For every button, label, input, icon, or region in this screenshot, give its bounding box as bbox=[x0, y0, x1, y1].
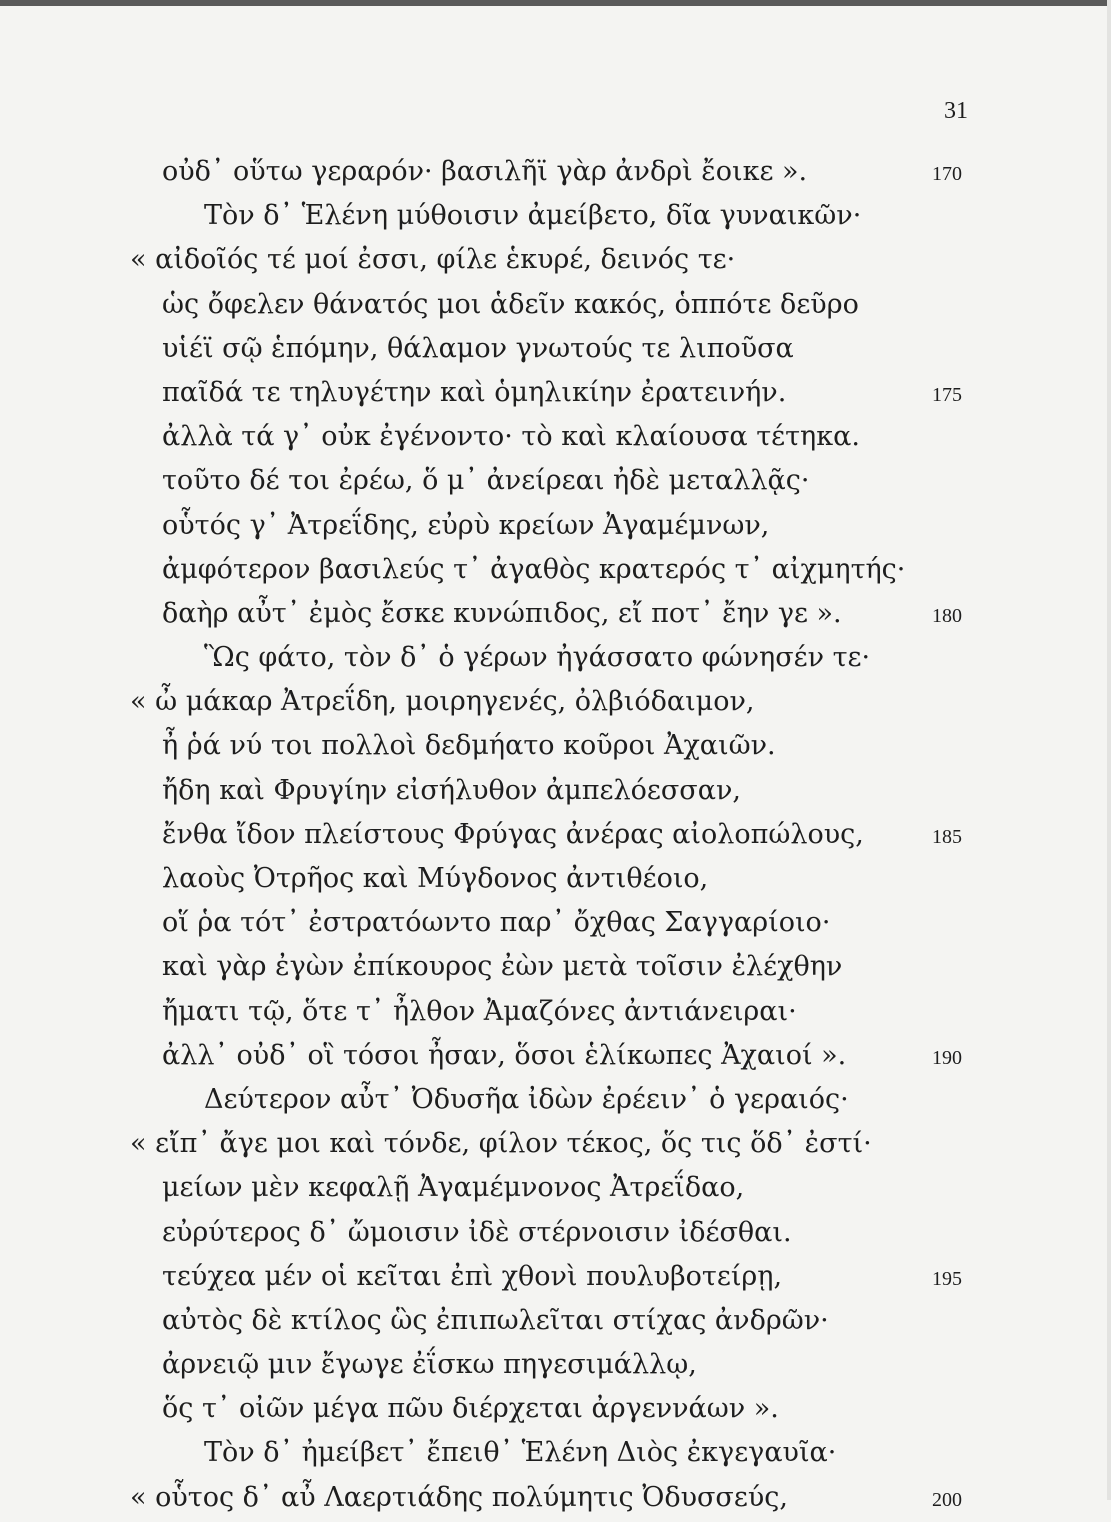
verse-line bbox=[0, 901, 1111, 945]
verse-text: υἱέϊ σῷ ἑπόμην, θάλαμον γνωτούς τε λιποῦσα bbox=[162, 332, 794, 364]
verse-text: ὅς τ᾽ οἰῶν μέγα πῶυ διέρχεται ἀργεννάων ». bbox=[162, 1393, 779, 1425]
verse-line bbox=[0, 283, 1111, 327]
verse-line bbox=[0, 238, 1111, 282]
verse-line bbox=[0, 1343, 1111, 1387]
verse-line bbox=[0, 327, 1111, 371]
verse-text: μείων μὲν κεφαλῇ Ἀγαμέμνονος Ἀτρεΐδαο, bbox=[162, 1172, 745, 1204]
verse-line bbox=[0, 150, 1111, 194]
page-number: 31 bbox=[944, 98, 968, 124]
verse-line bbox=[0, 680, 1111, 724]
page-top-edge bbox=[0, 0, 1111, 6]
verse-text: λαοὺς Ὀτρῆος καὶ Μύγδονος ἀντιθέοιο, bbox=[162, 863, 709, 894]
verse-line bbox=[0, 194, 1111, 238]
verse-text: ἤδη καὶ Φρυγίην εἰσήλυθον ἀμπελόεσσαν, bbox=[162, 774, 741, 806]
verse-text: δαὴρ αὖτ᾽ ἐμὸς ἔσκε κυνώπιδος, εἴ ποτ᾽ ἔην γε ». bbox=[162, 597, 842, 629]
verse-line bbox=[0, 1476, 1111, 1520]
verse-text: οὐδ᾽ οὕτω γεραρόν· βασιλῆϊ γὰρ ἀνδρὶ ἔοικε ». bbox=[162, 156, 808, 187]
line-number: 200 bbox=[932, 1488, 962, 1511]
verse-text: τεύχεα μέν οἱ κεῖται ἐπὶ χθονὶ πουλυβοτείρῃ, bbox=[162, 1260, 783, 1292]
verse-text: καὶ γὰρ ἐγὼν ἐπίκουρος ἐὼν μετὰ τοῖσιν ἐλέχθην bbox=[162, 951, 843, 983]
verse-text: οὗτός γ᾽ Ἀτρεΐδης, εὐρὺ κρείων Ἀγαμέμνων, bbox=[162, 509, 770, 541]
verse-text: ἀλλὰ τά γ᾽ οὐκ ἐγένοντο· τὸ καὶ κλαίουσα τέτηκα. bbox=[162, 421, 860, 453]
verse-text: ἀλλ᾽ οὐδ᾽ οἳ τόσοι ἦσαν, ὅσοι ἑλίκωπες Ἀχαιοί ». bbox=[162, 1039, 847, 1071]
verse-text: οἵ ῥα τότ᾽ ἐστρατόωντο παρ᾽ ὄχθας Σαγγαρίοιο· bbox=[162, 907, 831, 939]
verse-line bbox=[0, 857, 1111, 901]
line-number: 195 bbox=[932, 1267, 962, 1290]
line-number: 190 bbox=[932, 1046, 962, 1069]
verse-line bbox=[0, 724, 1111, 768]
verse-text: « οὗτος δ᾽ αὖ Λαερτιάδης πολύμητις Ὀδυσσεύς, bbox=[130, 1481, 788, 1513]
verse-text: Δεύτερον αὖτ᾽ Ὀδυσῆα ἰδὼν ἐρέειν᾽ ὁ γεραιός· bbox=[204, 1083, 849, 1115]
verse-line bbox=[0, 548, 1111, 592]
verse-text: αὐτὸς δὲ κτίλος ὣς ἐπιπωλεῖται στίχας ἀνδρῶν· bbox=[162, 1304, 829, 1336]
verse-line bbox=[0, 990, 1111, 1034]
verse-text: Τὸν δ᾽ Ἑλένη μύθοισιν ἀμείβετο, δῖα γυναικῶν· bbox=[204, 200, 862, 232]
verse-text: τοῦτο δέ τοι ἐρέω, ὅ μ᾽ ἀνείρεαι ἠδὲ μεταλλᾷς· bbox=[162, 465, 810, 497]
verse-text: ἦ ῥά νύ τοι πολλοὶ δεδμήατο κοῦροι Ἀχαιῶν. bbox=[162, 730, 776, 762]
verse-text-block bbox=[0, 150, 1111, 1520]
verse-line bbox=[0, 813, 1111, 857]
line-number: 175 bbox=[932, 383, 962, 406]
verse-line bbox=[0, 371, 1111, 415]
verse-text: « αἰδοῖός τέ μοί ἐσσι, φίλε ἑκυρέ, δεινός τε· bbox=[130, 244, 736, 276]
verse-line bbox=[0, 592, 1111, 636]
line-number: 180 bbox=[932, 604, 962, 627]
verse-line bbox=[0, 1387, 1111, 1431]
verse-text: ἤματι τῷ, ὅτε τ᾽ ἦλθον Ἀμαζόνες ἀντιάνειραι· bbox=[162, 995, 797, 1027]
line-number: 185 bbox=[932, 825, 962, 848]
verse-line bbox=[0, 415, 1111, 459]
verse-line bbox=[0, 769, 1111, 813]
verse-line bbox=[0, 636, 1111, 680]
verse-line bbox=[0, 945, 1111, 989]
verse-text: ἀμφότερον βασιλεύς τ᾽ ἀγαθὸς κρατερός τ᾽ αἰχμητής· bbox=[162, 553, 906, 585]
line-number: 170 bbox=[932, 163, 962, 185]
verse-line bbox=[0, 1166, 1111, 1210]
verse-line bbox=[0, 1078, 1111, 1122]
verse-text: « εἴπ᾽ ἄγε μοι καὶ τόνδε, φίλον τέκος, ὅς τις ὅδ᾽ ἐστί· bbox=[130, 1128, 872, 1160]
verse-text: παῖδά τε τηλυγέτην καὶ ὁμηλικίην ἐρατεινήν. bbox=[162, 376, 787, 408]
verse-line bbox=[0, 1255, 1111, 1299]
verse-text: « ὦ μάκαρ Ἀτρεΐδη, μοιρηγενές, ὀλβιόδαιμον, bbox=[130, 686, 755, 718]
verse-text: Ὣς φάτο, τὸν δ᾽ ὁ γέρων ἠγάσσατο φώνησέν τε· bbox=[204, 642, 871, 674]
verse-line bbox=[0, 1034, 1111, 1078]
verse-line bbox=[0, 1299, 1111, 1343]
verse-text: εὐρύτερος δ᾽ ὤμοισιν ἰδὲ στέρνοισιν ἰδέσθαι. bbox=[162, 1216, 792, 1248]
verse-line bbox=[0, 1211, 1111, 1255]
verse-text: ἔνθα ἴδον πλείστους Φρύγας ἀνέρας αἰολοπώλους, bbox=[162, 818, 864, 850]
verse-text: ἀρνειῷ μιν ἔγωγε ἐΐσκω πηγεσιμάλλῳ, bbox=[162, 1349, 697, 1381]
verse-text: ὡς ὄφελεν θάνατός μοι ἁδεῖν κακός, ὁππότε δεῦρο bbox=[162, 288, 859, 320]
verse-line bbox=[0, 1122, 1111, 1166]
verse-line bbox=[0, 459, 1111, 503]
verse-text: Τὸν δ᾽ ἠμείβετ᾽ ἔπειθ᾽ Ἑλένη Διὸς ἐκγεγαυῖα· bbox=[204, 1437, 837, 1469]
verse-line bbox=[0, 504, 1111, 548]
verse-line bbox=[0, 1431, 1111, 1475]
